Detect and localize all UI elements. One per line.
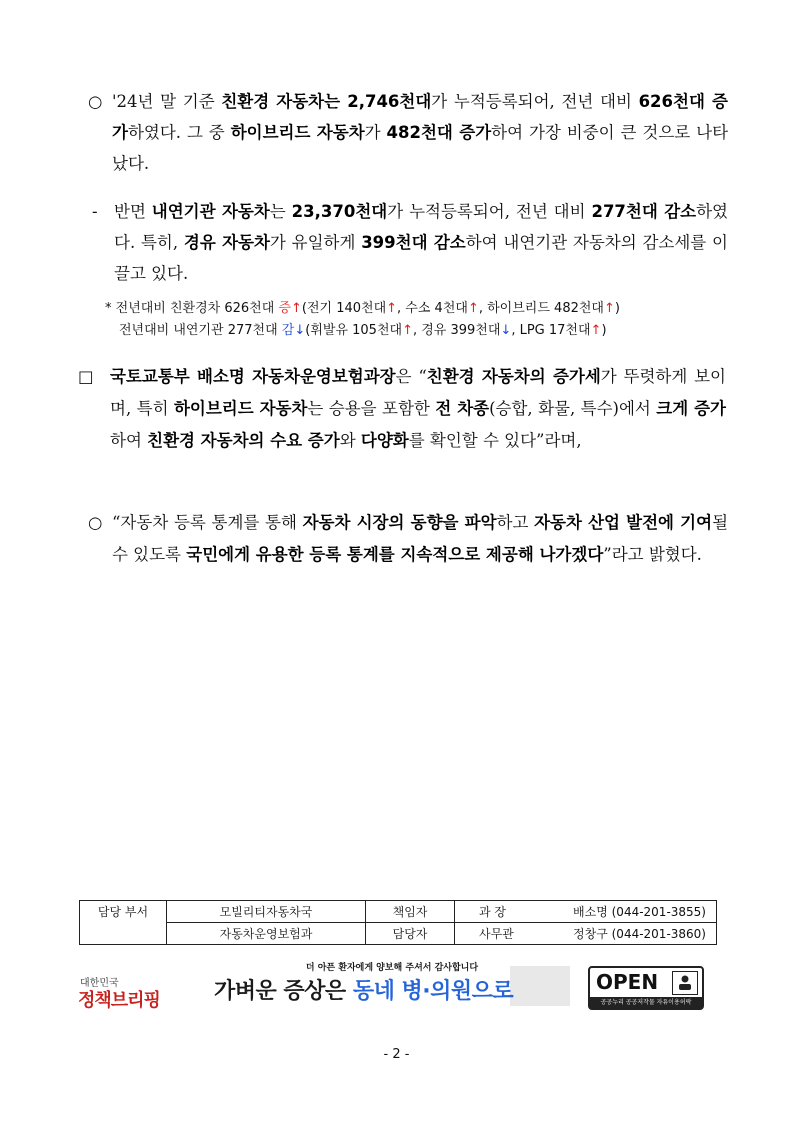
open-license-logo: OPEN 공공누리 공공저작물 자유이용허락	[588, 966, 704, 1010]
text: 하여 내연기관 자동차의 감소세를 이끌고 있다.	[114, 233, 728, 283]
bold-text: 399천대 감소	[361, 233, 466, 252]
text: 는	[269, 202, 292, 221]
bold-text: 다양화	[360, 431, 409, 450]
dept-label: 담당 부서	[80, 901, 167, 945]
role-1: 책임자	[366, 901, 455, 923]
dept-name-1: 모빌리티자동차국	[167, 901, 366, 923]
bold-text: 내연기관 자동차	[151, 202, 270, 221]
decrease-indicator: 감↓	[281, 323, 306, 338]
circle-bullet: ○	[88, 92, 103, 111]
bold-text: 하이브리드 자동차	[173, 399, 308, 418]
footer-banner	[78, 960, 718, 1010]
contact-1: 과 장 배소명 (044-201-3855)	[455, 901, 717, 923]
text: 가	[364, 123, 387, 142]
contact-table	[79, 900, 717, 945]
text: 하여 가장 비중이 큰 것으로 나타났다.	[112, 123, 729, 173]
policy-briefing-logo: 대한민국 정책브리핑	[78, 978, 160, 1011]
bold-text: 전 차종	[435, 399, 490, 418]
role-2: 담당자	[366, 923, 455, 945]
bold-text: 국토교통부 배소명 자동차운영보험과장	[110, 367, 396, 386]
campaign-banner: 더 아픈 환자에게 양보해 주셔서 감사합니다 가벼운 증상은 동네 병·의원으로	[214, 960, 570, 1010]
text: 가 유일하게	[269, 233, 362, 252]
bold-text: 국민에게 유용한 등록 통계를 지속적으로 제공해 나가겠다	[186, 545, 604, 564]
bold-text: 482천대 증가	[386, 123, 492, 142]
doctor-illustration-icon	[510, 966, 570, 1006]
paragraph-ecofriendly	[88, 86, 728, 179]
bold-text: 경유 자동차	[183, 233, 270, 252]
footnote-line-2: 전년대비 내연기관 277천대 감↓(휘발유 105천대↑, 경유 399천대↓, LPG 17천대↑)	[119, 323, 607, 338]
up-arrow-icon: ↑	[402, 323, 413, 338]
up-arrow-icon: ↑	[386, 301, 398, 316]
circle-bullet: ○	[88, 513, 103, 532]
bold-text: 친환경 자동차의 증가세	[426, 367, 601, 386]
bold-text: 자동차 산업 발전에 기여	[534, 513, 713, 532]
bold-text: 크게 증가	[656, 399, 726, 418]
person-icon	[672, 971, 698, 995]
footnote-line-1: * 전년대비 친환경차 626천대 증↑(전기 140천대↑, 수소 4천대↑, 하이브리드 482천대↑)	[105, 301, 620, 316]
down-arrow-icon: ↓	[500, 323, 512, 338]
page-number: - 2 -	[383, 1047, 410, 1062]
bold-text: 277천대 감소	[591, 202, 697, 221]
bold-text: 친환경 자동차는 2,746천대	[221, 92, 432, 111]
square-bullet: □	[78, 367, 94, 386]
text: 하였다. 그 중	[127, 123, 231, 142]
footnote	[105, 298, 725, 342]
dept-name-2: 자동차운영보험과	[167, 923, 366, 945]
contact-2: 사무관 정창구 (044-201-3860)	[455, 923, 717, 945]
up-arrow-icon: ↑	[590, 323, 602, 338]
bold-text: 626천대 증가	[112, 92, 728, 142]
bold-text: 23,370천대	[291, 202, 388, 221]
paragraph-quote-intro: □ 국토교통부 배소명 자동차운영보험과장은 “친환경 자동차의 증가세가 뚜렷하게 보이며, 특히 하이브리드 자동차는 승용을 포함한 전 차종(승합, 화물, 특수)에서 크게 증가하여 친환경 자동차의 수요 증가와 다양화를 확인할 수 있다”라며,	[78, 361, 726, 457]
increase-indicator: 증↑	[278, 301, 302, 316]
text: '24년 말 기준	[112, 92, 222, 111]
dash-bullet: -	[92, 202, 98, 221]
text: 반면	[114, 202, 152, 221]
text: 가 누적등록되어, 전년 대비	[387, 202, 592, 221]
up-arrow-icon: ↑	[467, 301, 479, 316]
bold-text: 친환경 자동차의 수요 증가	[147, 431, 340, 450]
paragraph-quote: ○ “자동차 등록 통계를 통해 자동차 시장의 동향을 파악하고 자동차 산업 발전에 기여될 수 있도록 국민에게 유용한 등록 통계를 지속적으로 제공해 나가겠다”라고 밝혔다.	[88, 507, 728, 571]
bold-text: 하이브리드 자동차	[230, 123, 365, 142]
text: 하였다. 특히,	[114, 202, 728, 252]
paragraph-ice	[92, 196, 728, 289]
bold-text: 자동차 시장의 동향을 파악	[302, 513, 497, 532]
up-arrow-icon: ↑	[603, 301, 615, 316]
text: 가 누적등록되어, 전년 대비	[431, 92, 639, 111]
